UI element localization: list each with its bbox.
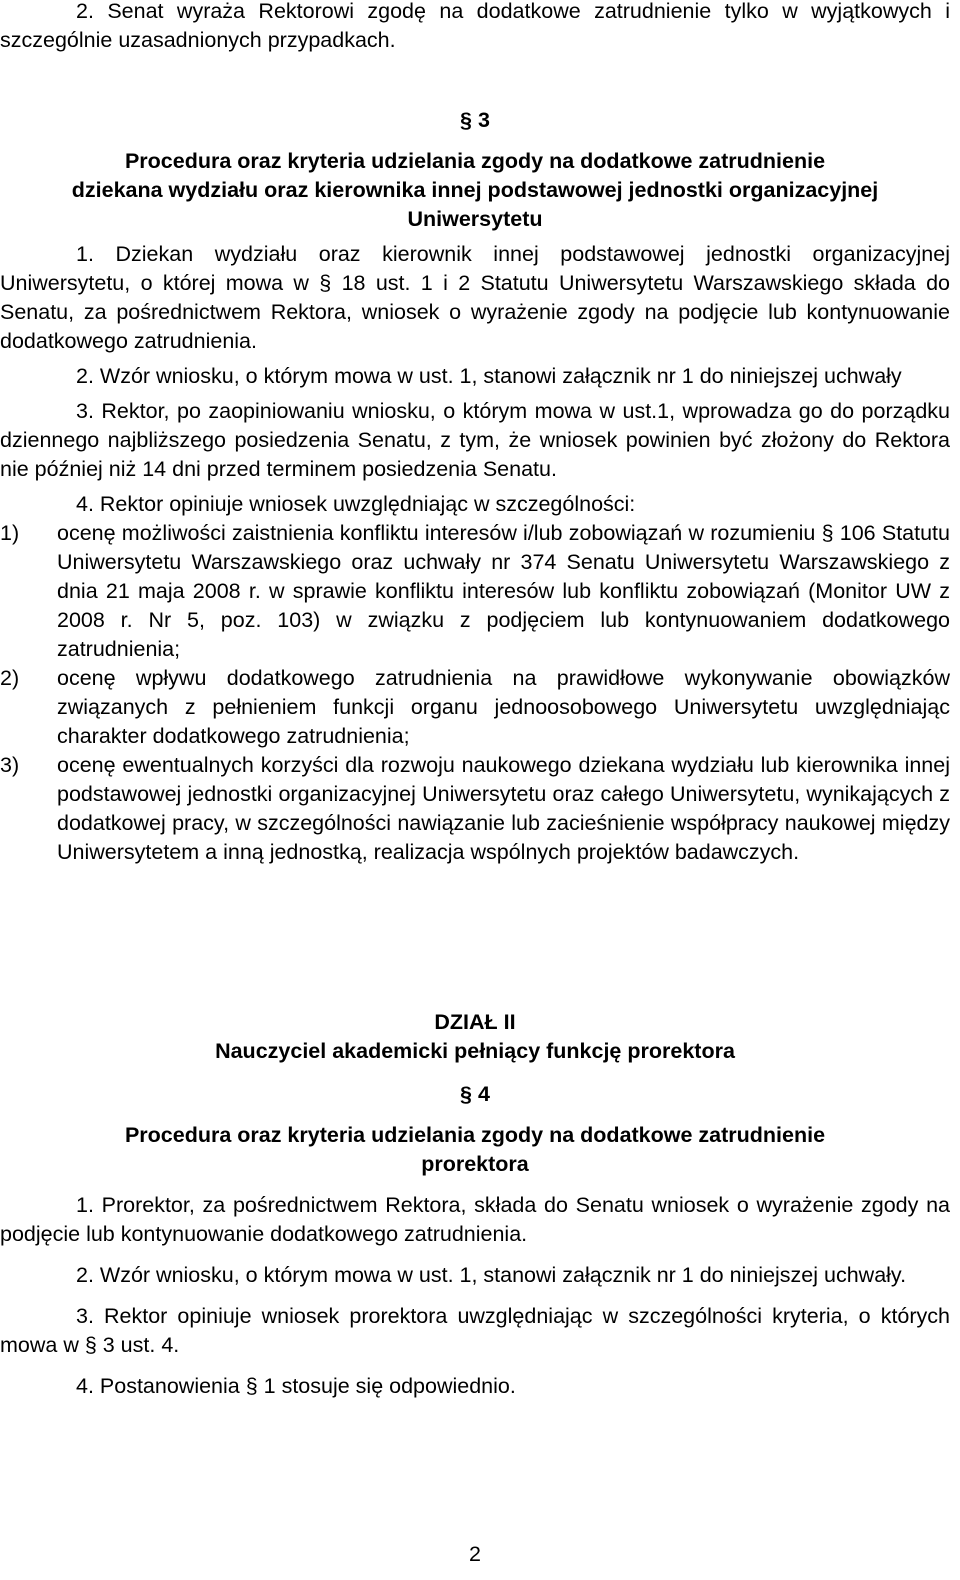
list-item-text: ocenę możliwości zaistnienia konfliktu interesów i/lub zobowiązań w rozumieniu § 106 Statutu Uniwersytetu Warszawskiego oraz uchwały nr 374 Senatu Uniwersytetu Warszawskiego z dnia 21 maja 2008 r. w sprawie konfliktu interesów lub konfliktu zobowiązań (Monitor UW z 2008 r. Nr 5, poz. 103) w związku z podjęciem lub kontynuowaniem dodatkowego zatrudnienia; [57,521,950,661]
list-item-number: 3) [0,753,20,777]
list-item-number: 2) [0,666,20,690]
dzial-2 [0,1008,950,1066]
section-3-paragraph-4: 4. Rektor opiniuje wniosek uwzględniając w szczególności: [76,492,636,516]
page-number: 2 [469,1542,481,1566]
section-3-title-line-1: Procedura oraz kryteria udzielania zgody na dodatkowe zatrudnienie [124,149,826,173]
section-4-title-line-1: Procedura oraz kryteria udzielania zgody na dodatkowe zatrudnienie [124,1123,826,1147]
section-4-paragraph-2: 2. Wzór wniosku, o którym mowa w ust. 1, stanowi załącznik nr 1 do niniejszej uchwały. [76,1263,907,1287]
section-4-paragraph-4: 4. Postanowienia § 1 stosuje się odpowiednio. [76,1374,516,1398]
section-4-heading: § 4 [460,1082,490,1106]
section-4 [0,1080,950,1401]
list-item-text: ocenę ewentualnych korzyści dla rozwoju naukowego dziekana wydziału lub kierownika innej podstawowej jednostki organizacyjnej Uniwersytetu oraz całego Uniwersytetu, wynikających z dodatkowej pracy, w szczególności nawiązanie lub zacieśnienie współpracy naukowej między Uniwersytetem a inną jednostką, realizacja wspólnych projektów badawczych. [57,753,950,864]
dzial-2-subheading: Nauczyciel akademicki pełniący funkcję prorektora [215,1039,735,1063]
list-item-number: 1) [0,521,20,545]
section-3-paragraph-1: 1. Dziekan wydziału oraz kierownik innej podstawowej jednostki organizacyjnej Uniwersytetu, o której mowa w § 18 ust. 1 i 2 Statutu Uniwersytetu Warszawskiego składa do Senatu, za pośrednictwem Rektora, wniosek o wyrażenie zgody na podjęcie lub kontynuowanie dodatkowego zatrudnienia. [0,242,950,353]
section-4-paragraph-1: 1. Prorektor, za pośrednictwem Rektora, składa do Senatu wniosek o wyrażenie zgody na podjęcie lub kontynuowanie dodatkowego zatrudnienia. [0,1193,950,1246]
dzial-2-heading: DZIAŁ II [434,1010,516,1034]
list-item-text: ocenę wpływu dodatkowego zatrudnienia na prawidłowe wykonywanie obowiązków związanych z pełnieniem funkcji organu jednoosobowego Uniwersytetu uwzględniając charakter dodatkowego zatrudnienia; [57,666,950,748]
section-4-title-line-2: prorektora [421,1152,529,1176]
section-4-paragraph-3: 3. Rektor opiniuje wniosek prorektora uwzględniając w szczególności kryteria, o których mowa w § 3 ust. 4. [0,1304,950,1357]
section-3-paragraph-2: 2. Wzór wniosku, o którym mowa w ust. 1, stanowi załącznik nr 1 do niniejszej uchwały [76,364,902,388]
section-3-title-line-3: Uniwersytetu [407,207,543,231]
criteria-list [0,519,950,867]
list-item [0,519,950,664]
section-3-paragraph-3: 3. Rektor, po zaopiniowaniu wniosku, o którym mowa w ust.1, wprowadza go do porządku dziennego najbliższego posiedzenia Senatu, z tym, że wniosek powinien być złożony do Rektora nie później niż 14 dni przed terminem posiedzenia Senatu. [0,399,950,481]
list-item [0,664,950,751]
list-item [0,751,950,867]
paragraph-senat-rektor: 2. Senat wyraża Rektorowi zgodę na dodatkowe zatrudnienie tylko w wyjątkowych i szczególnie uzasadnionych przypadkach. [0,0,950,52]
section-3 [0,106,950,867]
section-3-heading: § 3 [460,108,490,132]
section-3-title-line-2: dziekana wydziału oraz kierownika innej podstawowej jednostki organizacyjnej [71,178,879,202]
